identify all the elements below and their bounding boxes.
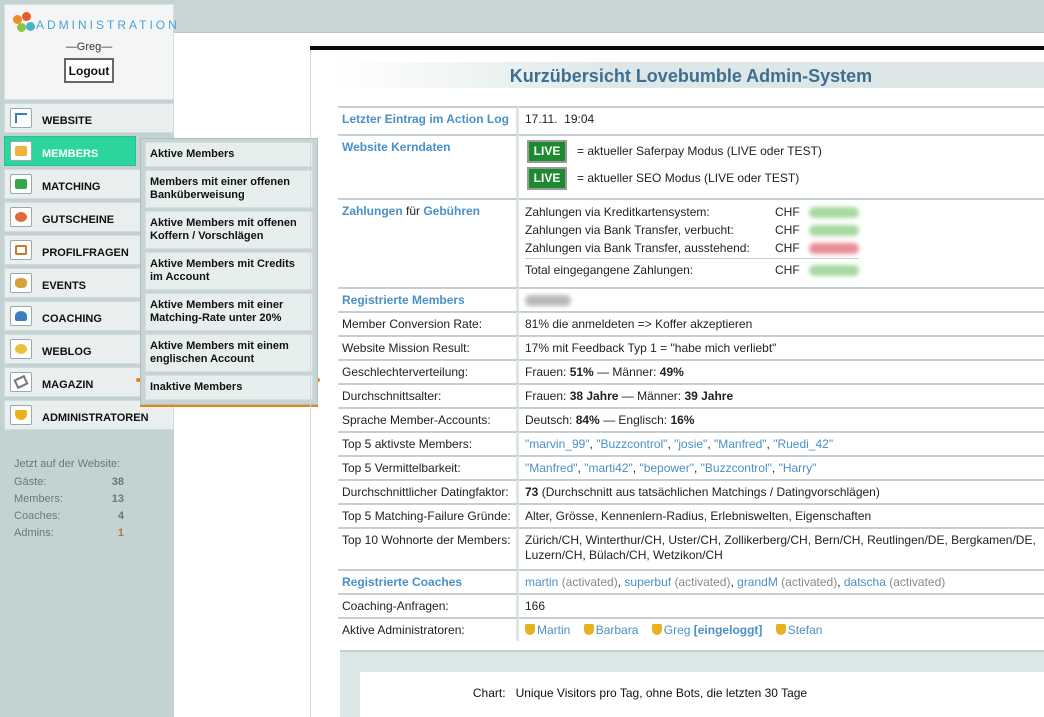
nav-label: EVENTS <box>42 280 87 292</box>
nav-label: WEBSITE <box>42 115 93 127</box>
payment-label: Total eingegangene Zahlungen: <box>525 259 775 281</box>
member-link[interactable]: "marvin_99" <box>525 437 590 451</box>
seo-live-toggle[interactable]: LIVE <box>527 167 567 190</box>
payment-row <box>525 204 859 222</box>
brand-title: ADMINISTRATION <box>36 18 180 32</box>
content-top-rule <box>310 46 1044 50</box>
table-row <box>338 407 1044 431</box>
female-value: 51% <box>569 365 594 379</box>
payment-amount-blurred <box>805 222 859 240</box>
shield-icon <box>10 405 32 425</box>
table-row <box>338 593 1044 617</box>
coach-link[interactable]: superbuf <box>624 575 672 589</box>
coaches-label <box>338 569 519 593</box>
payment-amount-blurred <box>805 204 859 222</box>
gender-value <box>519 359 1044 383</box>
member-link[interactable]: "Harry" <box>778 461 817 475</box>
table-row <box>338 335 1044 359</box>
age-value <box>519 383 1044 407</box>
magazine-icon <box>10 372 32 392</box>
payment-currency: CHF <box>775 241 800 255</box>
english-value: 16% <box>670 413 695 427</box>
brand-panel <box>4 4 180 100</box>
logout-button[interactable]: Logout <box>64 58 114 83</box>
admin-shield-icon <box>652 624 662 635</box>
events-icon <box>10 273 32 293</box>
actionlog-link[interactable]: Letzter Eintrag im Action Log <box>342 112 509 126</box>
stat-label: Website Mission Result: <box>338 335 519 359</box>
nav-label: ADMINISTRATOREN <box>42 412 149 424</box>
coaching-icon <box>10 306 32 326</box>
nav-label: MEMBERS <box>42 148 99 160</box>
table-row <box>338 617 1044 641</box>
male-label: — Männer: <box>593 365 660 379</box>
table-row <box>338 311 1044 335</box>
online-row-guests <box>14 476 124 493</box>
member-link[interactable]: "Buzzcontrol" <box>596 437 668 451</box>
top-vermittel-list: "Manfred", "marti42", "bepower", "Buzzcontrol", "Harry" <box>519 455 1044 479</box>
table-row <box>338 198 1044 287</box>
nav-item-members[interactable] <box>4 136 136 166</box>
wohnorte-value: Zürich/CH, Winterthur/CH, Uster/CH, Zollikerberg/CH, Bern/CH, Reutlingen/DE, Bergkamen/DE, Luzern/CH, Bülach/CH, Wetzikon/CH <box>519 527 1044 569</box>
table-row <box>338 287 1044 311</box>
table-row <box>338 503 1044 527</box>
top-bar <box>174 0 1044 33</box>
nav-label: MAGAZIN <box>42 379 94 391</box>
online-count: 13 <box>111 493 124 505</box>
table-row <box>338 527 1044 569</box>
questions-icon <box>10 240 32 260</box>
table-row <box>338 359 1044 383</box>
wohnorte-label: Top 10 Wohnorte der Members: <box>338 527 519 569</box>
payment-label: Zahlungen via Kreditkartensystem: <box>525 205 710 219</box>
kerndaten-value <box>519 134 1044 198</box>
saferpay-live-toggle[interactable]: LIVE <box>527 140 567 163</box>
coach-link[interactable]: grandM <box>737 575 778 589</box>
stat-value: 17% mit Feedback Typ 1 = "habe mich verliebt" <box>519 335 1044 359</box>
logged-in-tag: [eingeloggt] <box>693 623 763 637</box>
admin-shield-icon <box>776 624 786 635</box>
datingfaktor-label: Durchschnittlicher Datingfaktor: <box>338 479 519 503</box>
female-label: Frauen: <box>525 365 570 379</box>
page-title: Kurzübersicht Lovebumble Admin-System <box>509 66 873 86</box>
kerndaten-label <box>338 134 519 198</box>
nav-label: MATCHING <box>42 181 101 193</box>
online-row-coaches <box>14 510 124 527</box>
admin-link[interactable]: Barbara <box>595 623 639 637</box>
submenu-item-aktive-members[interactable]: Aktive Members <box>145 142 313 167</box>
fees-link[interactable]: Gebühren <box>423 204 481 218</box>
coach-status: (activated) <box>781 575 838 589</box>
failure-value: Alter, Grösse, Kennenlern-Radius, Erlebniswelten, Eigenschaften <box>519 503 1044 527</box>
online-row-admins <box>14 527 124 544</box>
table-row <box>338 106 1044 134</box>
registered-members-label <box>338 287 519 311</box>
female-label: Frauen: <box>525 389 570 403</box>
payment-total-row <box>525 259 859 281</box>
actionlog-label <box>338 106 519 134</box>
payments-value <box>519 198 1044 287</box>
payment-row <box>525 222 859 240</box>
submenu-item-offene-koffer[interactable]: Aktive Members mit offenen Koffern / Vorschlägen <box>145 211 313 249</box>
seo-row <box>525 165 1040 192</box>
chart-title: Chart: Unique Visitors pro Tag, ohne Bots, die letzten 30 Tage <box>472 686 808 700</box>
chart-area <box>360 672 1044 717</box>
payment-label: Zahlungen via Bank Transfer, ausstehend: <box>525 241 750 255</box>
weblog-icon <box>10 339 32 359</box>
table-row <box>338 569 1044 593</box>
coach-link[interactable]: martin <box>525 575 559 589</box>
coach-status: (activated) <box>561 575 618 589</box>
table-row <box>338 383 1044 407</box>
payments-label-mid: für <box>402 204 424 218</box>
male-value: 49% <box>659 365 684 379</box>
member-link[interactable]: "Buzzcontrol" <box>700 461 772 475</box>
online-count: 1 <box>117 527 124 539</box>
member-link[interactable]: "bepower" <box>639 461 694 475</box>
seo-text: = aktueller SEO Modus (LIVE oder TEST) <box>577 171 800 185</box>
online-label: Members: <box>14 493 63 505</box>
coaches-list: martin (activated), superbuf (activated), grandM (activated), datscha (activated) <box>519 569 1044 593</box>
nav-label: GUTSCHEINE <box>42 214 115 226</box>
member-link[interactable]: "Ruedi_42" <box>773 437 834 451</box>
online-heading: Jetzt auf der Website: <box>14 458 121 470</box>
admin-link[interactable]: Martin <box>537 623 571 637</box>
online-label: Gäste: <box>14 476 47 488</box>
member-link[interactable]: "marti42" <box>584 461 633 475</box>
admin-shield-icon <box>584 624 594 635</box>
members-submenu <box>140 138 318 405</box>
table-row <box>338 134 1044 198</box>
coach-link[interactable]: datscha <box>843 575 886 589</box>
actionlog-value: 17.11. 19:04 <box>519 106 1044 134</box>
payment-currency: CHF <box>775 205 800 219</box>
language-value <box>519 407 1044 431</box>
submenu-item-credits[interactable]: Aktive Members mit Credits im Account <box>145 252 313 290</box>
member-link[interactable]: "josie" <box>674 437 708 451</box>
table-row <box>338 479 1044 503</box>
voucher-icon <box>10 207 32 227</box>
coach-status: (activated) <box>674 575 731 589</box>
gender-label: Geschlechterverteilung: <box>338 359 519 383</box>
submenu-item-inaktive-members[interactable]: Inaktive Members <box>145 375 313 400</box>
logo-icon <box>13 12 35 36</box>
current-user: —Greg— <box>65 41 113 53</box>
payments-label <box>338 198 519 287</box>
nav-item-website[interactable] <box>4 103 174 133</box>
datingfaktor-number: 73 <box>525 485 539 499</box>
datingfaktor-value <box>519 479 1044 503</box>
online-label: Admins: <box>14 527 54 539</box>
member-link[interactable]: "Manfred" <box>713 437 767 451</box>
coaching-requests-value: 166 <box>519 593 1044 617</box>
coaching-requests-label: Coaching-Anfragen: <box>338 593 519 617</box>
admins-list <box>519 617 1044 641</box>
german-label: Deutsch: <box>525 413 576 427</box>
online-row-members <box>14 493 124 510</box>
coach-status: (activated) <box>889 575 946 589</box>
submenu-item-matching-rate[interactable]: Aktive Members mit einer Matching-Rate unter 20% <box>145 293 313 331</box>
coaches-link[interactable]: Registrierte Coaches <box>342 575 463 589</box>
content-left-rule <box>310 50 311 717</box>
top-vermittel-label: Top 5 Vermittelbarkeit: <box>338 455 519 479</box>
stat-value: 81% die anmeldeten => Koffer akzeptieren <box>519 311 1044 335</box>
saferpay-row <box>525 138 1040 165</box>
online-stats <box>14 458 124 544</box>
datingfaktor-note: (Durchschnitt aus tatsächlichen Matchings / Datingvorschlägen) <box>538 485 880 499</box>
age-label: Durchschnittsalter: <box>338 383 519 407</box>
payment-label: Zahlungen via Bank Transfer, verbucht: <box>525 223 734 237</box>
female-age: 38 Jahre <box>569 389 619 403</box>
admins-label: Aktive Administratoren: <box>338 617 519 641</box>
payment-currency: CHF <box>775 259 805 281</box>
kerndaten-link[interactable]: Website Kerndaten <box>342 140 451 154</box>
german-value: 84% <box>575 413 600 427</box>
nav-label: WEBLOG <box>42 346 92 358</box>
saferpay-text: = aktueller Saferpay Modus (LIVE oder TEST) <box>577 144 822 158</box>
nav-label: COACHING <box>42 313 102 325</box>
nav-label: PROFILFRAGEN <box>42 247 129 259</box>
top-active-label: Top 5 aktivste Members: <box>338 431 519 455</box>
language-label: Sprache Member-Accounts: <box>338 407 519 431</box>
chart-panel <box>340 650 1044 717</box>
top-active-list: "marvin_99", "Buzzcontrol", "josie", "Manfred", "Ruedi_42" <box>519 431 1044 455</box>
payment-amount-blurred <box>805 240 859 259</box>
stat-label: Member Conversion Rate: <box>338 311 519 335</box>
sitemap-icon <box>10 108 32 128</box>
member-link[interactable]: "Manfred" <box>525 461 578 475</box>
male-age: 39 Jahre <box>684 389 734 403</box>
admin-shield-icon <box>525 624 535 635</box>
submenu-item-offene-bankueberweisung[interactable]: Members mit einer offenen Banküberweisung <box>145 170 313 208</box>
registered-members-value-blurred <box>519 287 1044 311</box>
admin-link[interactable]: Stefan <box>787 623 823 637</box>
online-label: Coaches: <box>14 510 61 522</box>
payments-link[interactable]: Zahlungen <box>342 204 403 218</box>
submenu-item-englischer-account[interactable]: Aktive Members mit einem englischen Account <box>145 334 313 372</box>
matching-icon <box>10 174 32 194</box>
payment-amount-blurred <box>805 259 859 281</box>
admin-link[interactable]: Greg <box>663 623 691 637</box>
overview-table <box>338 106 1044 641</box>
payment-currency: CHF <box>775 223 800 237</box>
online-count: 4 <box>117 510 124 522</box>
male-label: — Männer: <box>618 389 685 403</box>
members-icon <box>10 141 32 161</box>
table-row <box>338 455 1044 479</box>
english-label: — Englisch: <box>599 413 671 427</box>
online-count: 38 <box>111 476 124 488</box>
payment-row <box>525 240 859 259</box>
payments-table <box>525 204 859 280</box>
failure-label: Top 5 Matching-Failure Gründe: <box>338 503 519 527</box>
registered-members-link[interactable]: Registrierte Members <box>342 293 465 307</box>
table-row <box>338 431 1044 455</box>
